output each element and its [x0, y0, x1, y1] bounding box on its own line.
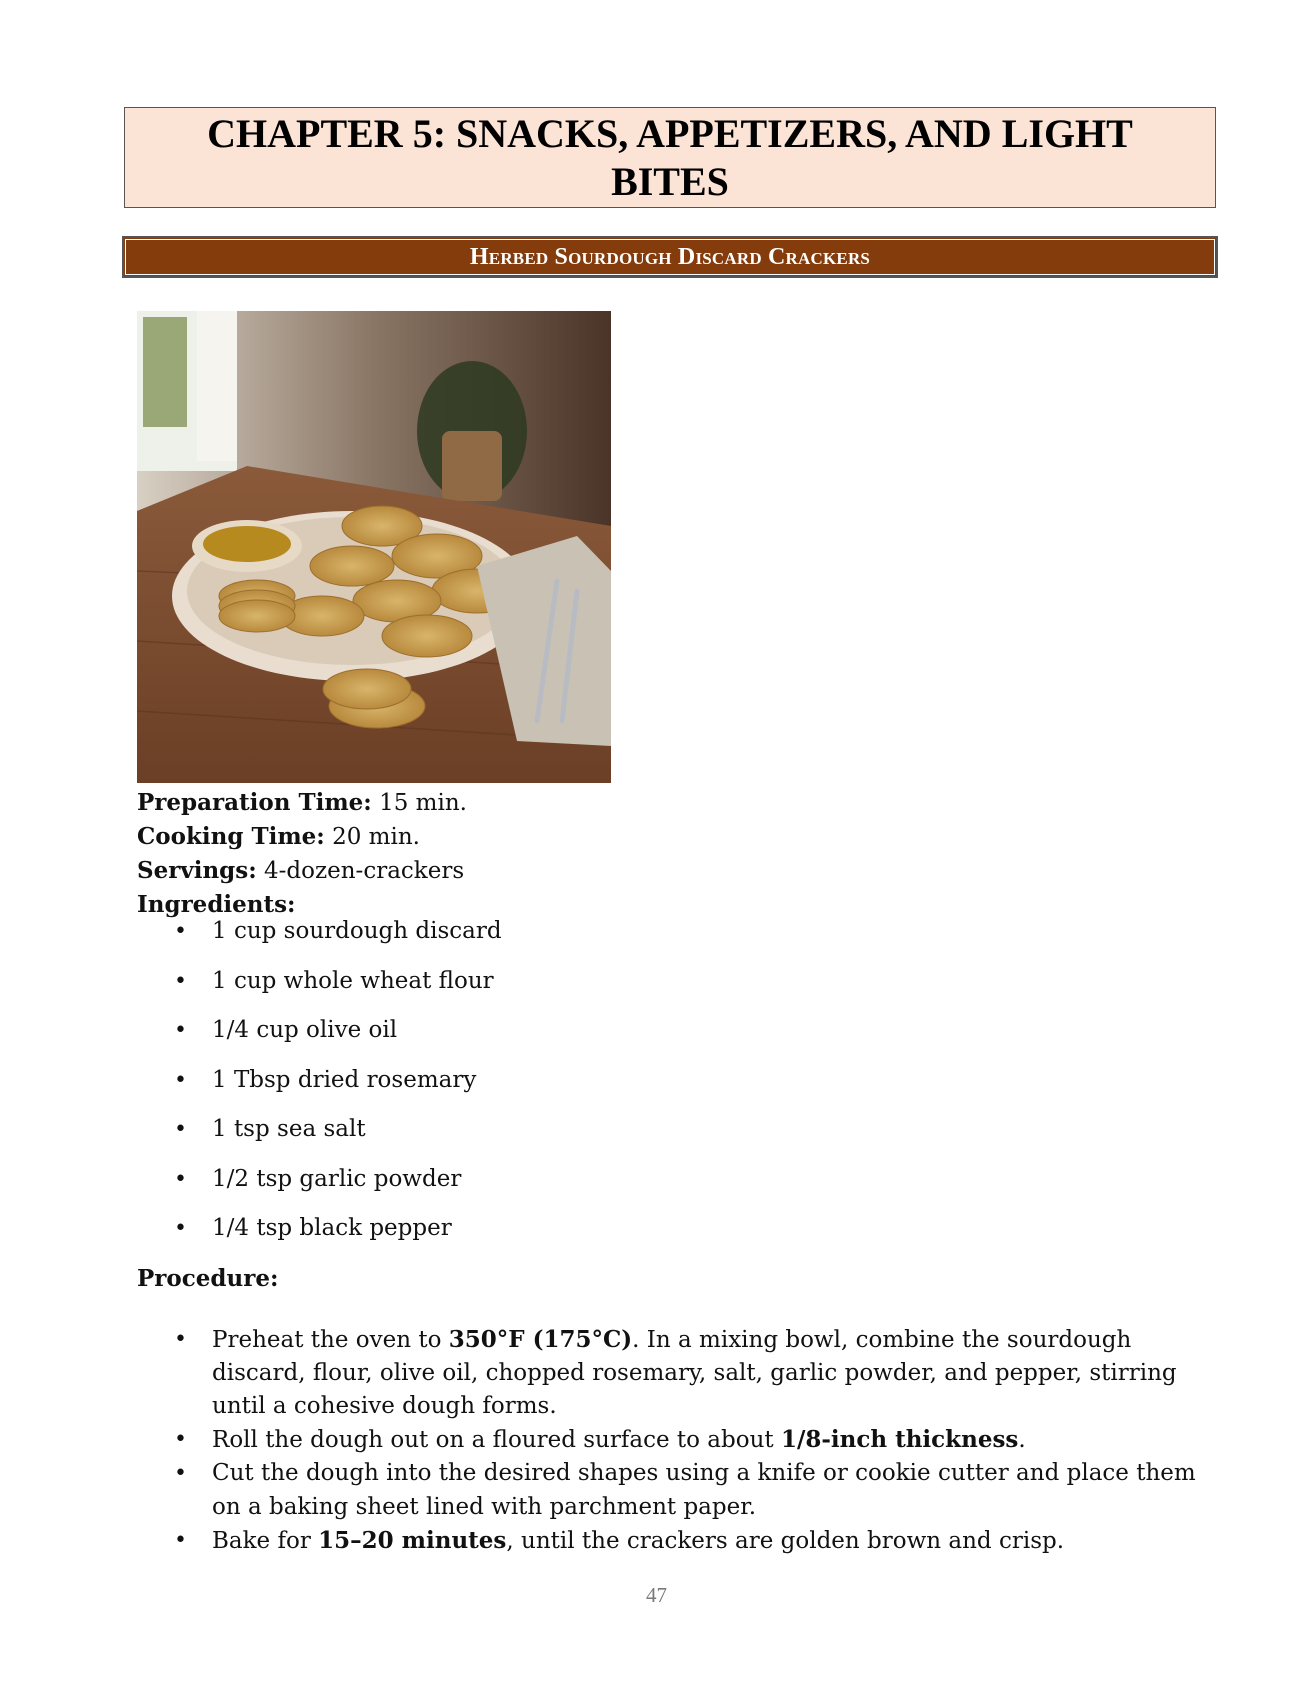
recipe-title: Herbed Sourdough Discard Crackers	[469, 243, 871, 270]
recipe-photo	[137, 311, 611, 783]
bullet-icon: •	[174, 1067, 187, 1093]
list-item: • 1 cup sourdough discard	[137, 915, 502, 965]
bullet-icon: •	[174, 1216, 187, 1241]
list-item: • 1/4 tsp black pepper	[137, 1212, 502, 1262]
ingredients-list	[137, 915, 502, 1262]
procedure-step: • Preheat the oven to 350°F (175°C). In a mixing bowl, combine the sourdough discard, flour, olive oil, chopped rosemary, salt, garlic powder, and pepper, stirring until a cohesive dough forms.	[137, 1323, 1197, 1423]
bullet-icon: •	[174, 1528, 187, 1553]
list-item: • 1 cup whole wheat flour	[137, 965, 502, 1015]
procedure-heading: Procedure:	[137, 1265, 279, 1292]
ingredients-heading: Ingredients:	[137, 891, 296, 918]
servings: Servings: 4-dozen-crackers	[137, 857, 465, 884]
bullet-icon: •	[174, 1327, 187, 1352]
cook-time: Cooking Time: 20 min.	[137, 823, 420, 850]
prep-time: Preparation Time: 15 min.	[137, 789, 467, 816]
list-item: • 1 Tbsp dried rosemary	[137, 1064, 502, 1114]
procedure-step: • Bake for 15–20 minutes, until the crackers are golden brown and crisp.	[137, 1524, 1197, 1558]
list-item: • 1/4 cup olive oil	[137, 1014, 502, 1064]
procedure-step: • Cut the dough into the desired shapes using a knife or cookie cutter and place them on a baking sheet lined with parchment paper.	[137, 1457, 1197, 1524]
list-item: • 1 tsp sea salt	[137, 1113, 502, 1163]
bullet-icon: •	[174, 968, 187, 994]
bullet-icon: •	[174, 1166, 187, 1192]
chapter-header	[124, 107, 1216, 208]
procedure-step: • Roll the dough out on a floured surface to about 1/8-inch thickness.	[137, 1423, 1197, 1457]
procedure-list	[137, 1323, 1197, 1558]
bullet-icon: •	[174, 1117, 187, 1142]
recipe-meta	[137, 786, 467, 922]
page-number: 47	[646, 1583, 667, 1607]
chapter-title: CHAPTER 5: SNACKS, APPETIZERS, AND LIGHT BITES	[207, 110, 1133, 204]
bullet-icon: •	[174, 1427, 187, 1452]
list-item: • 1/2 tsp garlic powder	[137, 1163, 502, 1213]
bullet-icon: •	[174, 919, 187, 944]
recipe-title-bar	[122, 236, 1218, 278]
bullet-icon: •	[174, 1461, 187, 1486]
bullet-icon: •	[174, 1018, 187, 1043]
